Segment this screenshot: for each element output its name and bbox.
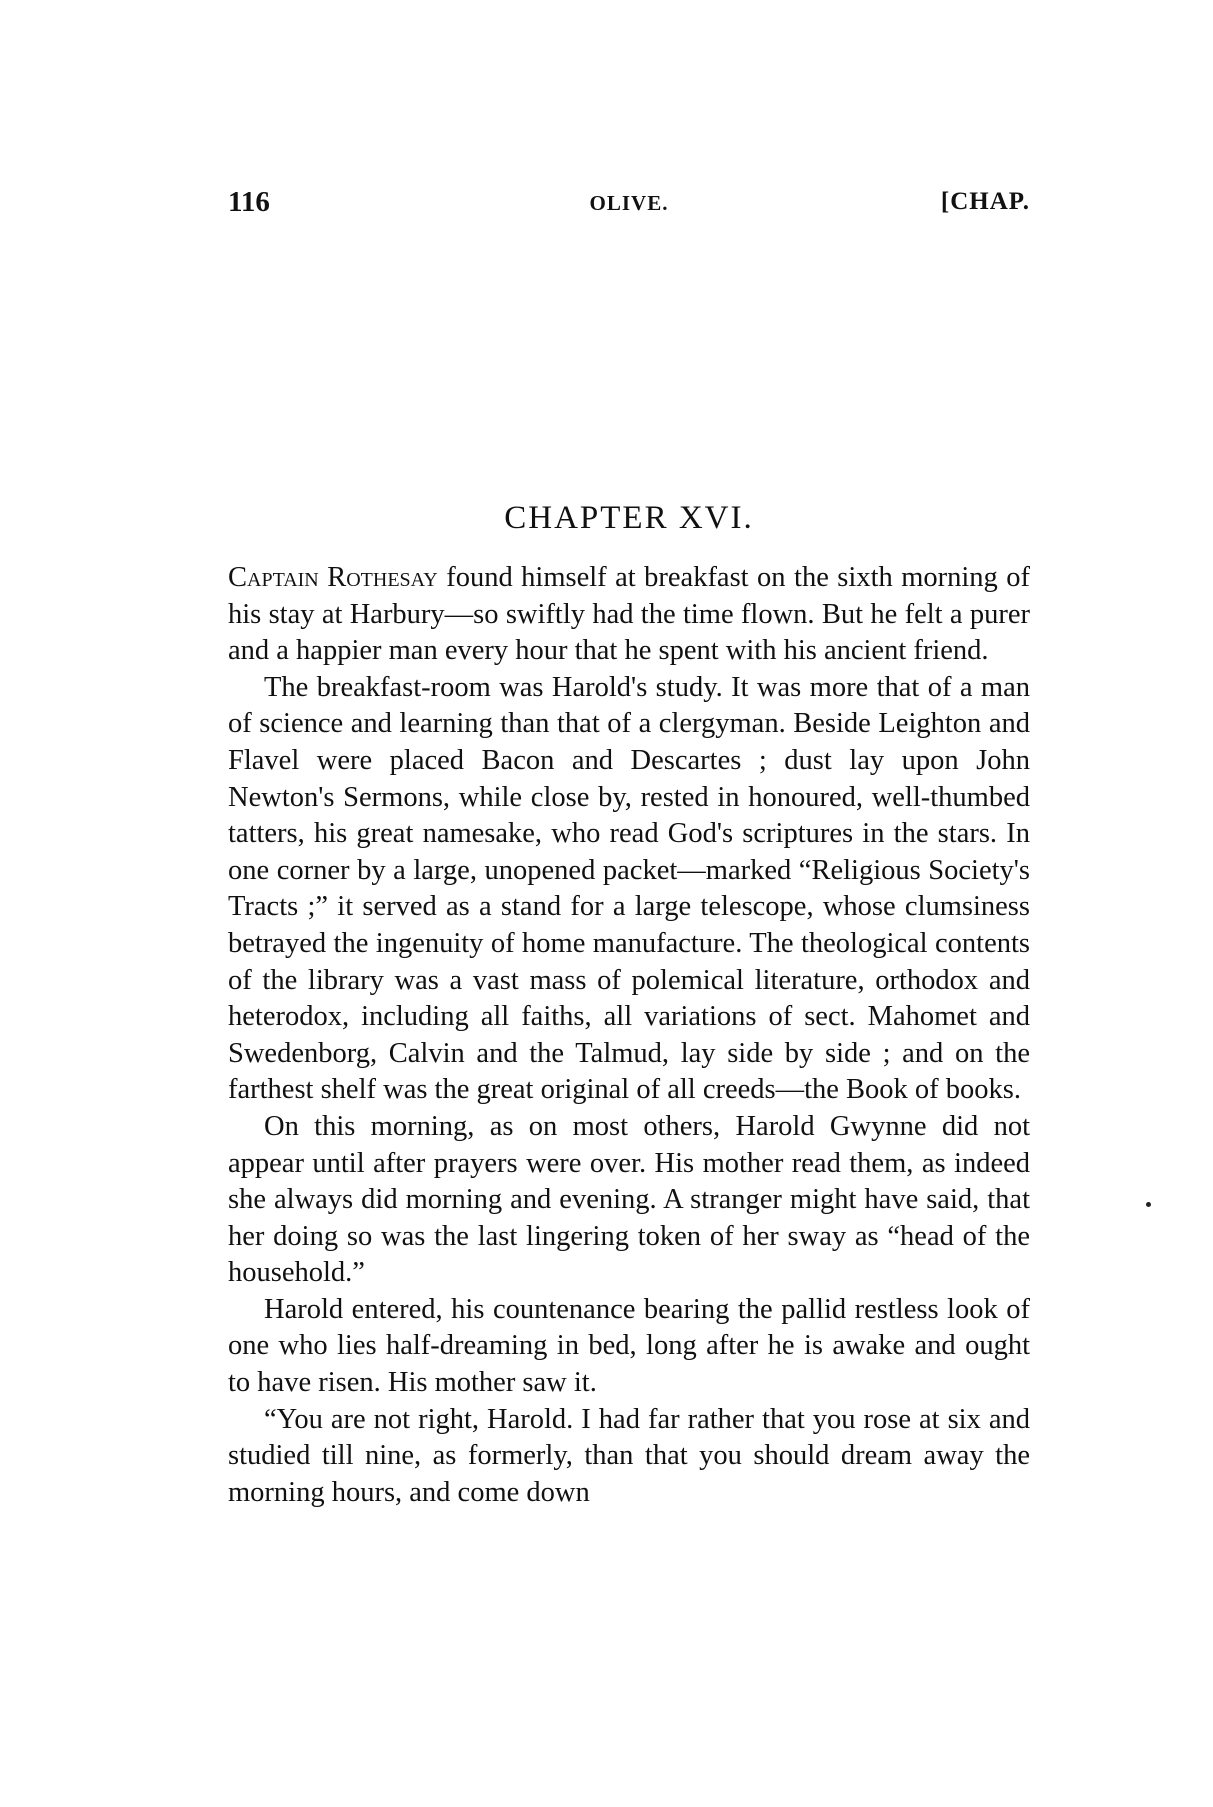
paragraph-1 <box>228 560 1030 670</box>
paragraph-2: The breakfast-room was Harold's study. It was more that of a man of science and learning than that of a clergyman. Beside Leighton and Flavel were placed Bacon and Descartes ; dust lay upon John Newton's Sermons, while close by, rested in honoured, well-thumbed tatters, his great namesake, who read God's scriptures in the stars. In one corner by a large, unopened packet—marked “Religious Society's Tracts ;” it served as a stand for a large telescope, whose clumsiness betrayed the ingenuity of home manufacture. The theological contents of the library was a vast mass of polemical literature, orthodox and heterodox, including all faiths, all variations of sect. Mahomet and Swedenborg, Calvin and the Talmud, lay side by side ; and on the farthest shelf was the great original of all creeds—the Book of books. <box>228 671 1030 1106</box>
chapter-mark: [CHAP. <box>940 188 1030 215</box>
paragraph-3: On this morning, as on most others, Harold Gwynne did not appear until after prayers were over. His mother read them, as indeed she always did morning and evening. A stranger might have said, that her doing so was the last lingering token of her sway as “head of the household.” <box>228 1110 1030 1289</box>
paragraph-4: Harold entered, his countenance bearing the pallid restless look of one who lies half-dreaming in bed, long after he is awake and ought to have risen. His mother saw it. <box>228 1293 1030 1399</box>
page-number: 116 <box>228 186 270 218</box>
paragraph-1-text: found himself at breakfast on the sixth morning of his stay at Harbury—so swiftly had the time flown. But he felt a purer and a happier man every hour that he spent with his ancient friend. <box>228 562 1030 667</box>
smallcaps-captain: Captain <box>228 562 319 593</box>
running-head <box>228 186 1030 226</box>
smallcaps-rothesay: Rothesay <box>327 562 438 593</box>
body-text <box>228 560 1030 1511</box>
chapter-heading: CHAPTER XVI. <box>504 500 754 536</box>
paragraph-5: “You are not right, Harold. I had far rather that you rose at six and studied till nine, as formerly, than that you should dream away the morning hours, and come down <box>228 1403 1030 1508</box>
margin-dot <box>1146 1202 1151 1207</box>
running-title: OLIVE. <box>589 191 669 215</box>
